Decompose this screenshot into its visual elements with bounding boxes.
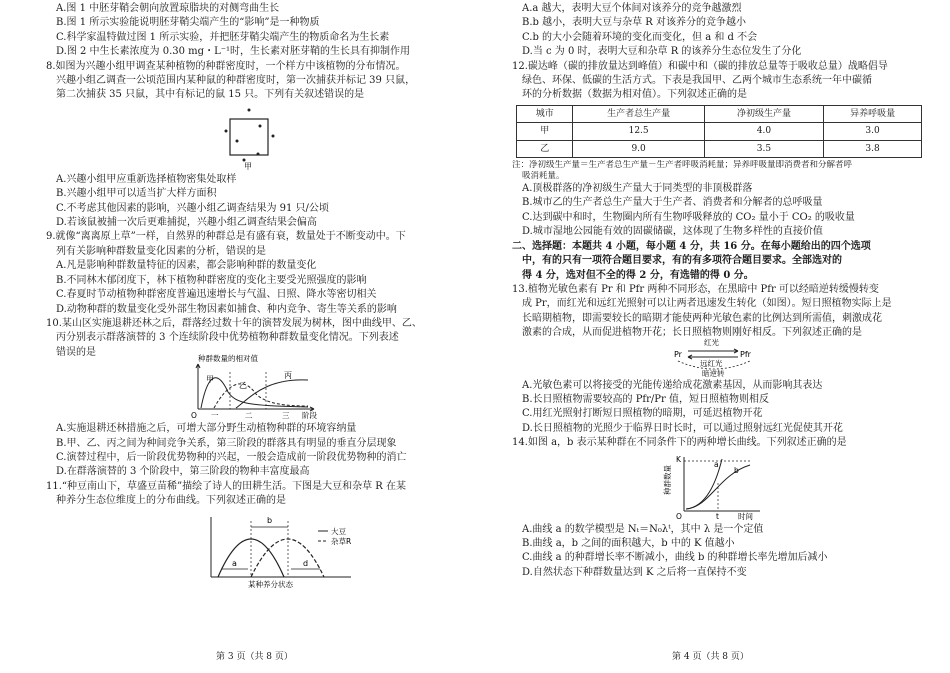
q10-curve-yi: 乙: [239, 381, 247, 391]
q11-legend-soybean: 大豆: [331, 526, 346, 536]
q10-stem: 错误的是: [56, 346, 96, 358]
q11-option-b: B.b 越小，表明大豆与杂草 R 对该养分的竞争越小: [522, 17, 746, 29]
q9-stem: 9.就像“离离原上草”一样，自然界的种群总是有盛有衰，数量处于不断变动中。下: [46, 231, 406, 243]
question-12: [512, 60, 922, 240]
q11-option-a: A.a 越大，表明大豆个体间对该养分的竞争越激烈: [522, 3, 742, 14]
growth-curve-svg: [512, 453, 922, 521]
q13-option-c: C.用红光照射打断短日照植物的暗期，可延迟植物开花: [522, 408, 763, 420]
q13-far-red: 远红光: [700, 358, 723, 368]
q14-growth-curve-figure: [512, 453, 922, 521]
q10-stage-2: 二: [245, 411, 253, 421]
q10-stem: 10.某山区实施退耕还林之后，群落经过数十年的演替发展为树林，图中曲线甲、乙、: [46, 317, 422, 329]
q12-note: 注：净初级生产量＝生产者总生产量－生产者呼吸消耗量；异养呼吸量即消费者和分解者呼: [512, 160, 853, 171]
q11-legend-weed: 杂草R: [331, 536, 352, 546]
question-11: [46, 480, 454, 589]
q8-stem: 8.如图为兴趣小组甲调查某种植物的种群密度时，一个样方中该植物的分布情况。: [46, 60, 406, 72]
q13-stem: 激素的合成，从而促进植物开花；长日照植物则刚好相反。下列叙述正确的是: [522, 327, 862, 339]
q14-k-label: K: [676, 454, 681, 464]
q9-option-c: C.春夏时节动植物种群密度普遍迅速增长与气温、日照、降水等密切相关: [56, 289, 377, 301]
q11-stem: 11.“种豆南山下，草盛豆苗稀”描绘了诗人的田耕生活。下图是大豆和杂草 R 在某: [46, 480, 407, 492]
page-number-left: 第 3 页（共 8 页）: [216, 652, 293, 662]
q12-option-a: A.顶极群落的净初级生产量大于同类型的非顶极群落: [522, 183, 753, 195]
section-2-heading: [512, 240, 922, 283]
q7-option-d: D.图 2 中生长素浓度为 0.30 mg・L⁻¹时，生长素对胚芽鞘的生长具有抑制作用: [56, 46, 410, 58]
q14-xlabel: 时间: [738, 511, 753, 521]
q11-option-c: C.b 的大小会随着环境的变化而变化，但 a 和 d 不会: [522, 31, 758, 43]
q10-option-d: D.在群落演替的 3 个阶段中，第三阶段的物种丰富度最高: [56, 466, 310, 478]
q14-option-b: B.曲线 a，b 之间的面积越大，b 中的 K 值越小: [522, 537, 735, 549]
q8-quadrat-figure: [46, 105, 454, 171]
question-10: [46, 317, 454, 480]
q10-xlabel: 阶段: [302, 411, 317, 421]
q11-stem: 种养分生态位维度上的分布曲线。下列叙述正确的是: [56, 495, 286, 507]
q13-stem: 13.植物光敏色素有 Pr 和 Pfr 两种不同形态，在黑暗中 Pfr 可以经暗逆转缓慢转变: [512, 283, 879, 295]
section-2-instructions: 得 4 分，选对但不全的得 2 分，有选错的得 0 分。: [522, 269, 754, 281]
q10-stem: 丙分别表示群落演替的 3 个连续阶段中优势植物种群数量变化情况。下列表述: [56, 332, 399, 344]
q10-curve-jia: 甲: [206, 375, 214, 385]
table-row: [517, 123, 922, 140]
q10-stage-3: 三: [282, 411, 290, 421]
q10-origin: O: [191, 411, 197, 421]
question-8: [46, 60, 454, 231]
table-cell: 12.5: [573, 123, 704, 140]
q8-stem: 兴趣小组乙调查一公顷范围内某种鼠的种群密度时，第一次捕获并标记 39 只鼠，: [56, 75, 416, 87]
q12-option-c: C.达到碳中和时，生物圈内所有生物呼吸释放的 CO₂ 量小于 CO₂ 的吸收量: [522, 211, 855, 223]
q11-niche-figure: [46, 511, 454, 589]
q12-data-table: [516, 105, 922, 158]
q12-stem: 12.碳达峰（碳的排放量达到峰值）和碳中和（碳的排放总量等于吸收总量）战略倡导: [512, 60, 888, 72]
table-cell: 3.5: [704, 140, 823, 157]
q13-red-light: 红光: [704, 337, 719, 347]
q14-curve-a: a: [714, 459, 719, 469]
q13-pr: Pr: [674, 349, 682, 359]
q9-option-a: A.凡是影响种群数量特征的因素，都会影响种群的数量变化: [56, 260, 317, 272]
phytochrome-diagram-svg: [512, 337, 922, 377]
q12-option-b: B.城市乙的生产者总生产量大于生产者、消费者和分解者的总呼吸量: [522, 197, 823, 209]
q7-option-c: C.科学家温特做过图 1 所示实验，并把胚芽鞘尖端产生的物质命名为生长素: [56, 31, 390, 43]
q10-option-b: B.甲、乙、丙之间为种间竞争关系，第三阶段的群落具有明显的垂直分层现象: [56, 437, 397, 449]
q12-stem: 环的分析数据（数据为相对值）。下列叙述正确的是: [522, 89, 747, 101]
q11-options: [512, 2, 922, 60]
table-header: 生产者总生产量: [573, 105, 704, 122]
table-cell: 3.8: [824, 140, 922, 157]
q10-stage-1: 一: [211, 411, 219, 421]
q11-label-a: a: [232, 558, 237, 568]
q10-curve-bing: 丙: [284, 371, 292, 381]
quadrat-diagram: [46, 105, 454, 171]
niche-diagram-svg: [46, 511, 454, 589]
table-cell: 甲: [517, 123, 573, 140]
table-cell: 3.0: [824, 123, 922, 140]
q14-t: t: [716, 511, 719, 521]
q14-origin: O: [676, 511, 682, 521]
table-header: 异养呼吸量: [824, 105, 922, 122]
table-cell: 4.0: [704, 123, 823, 140]
q10-option-a: A.实施退耕还林措施之后，可增大部分野生动植物种群的环境容纳量: [56, 423, 357, 435]
q13-option-b: B.长日照植物需要较高的 Pfr/Pr 值，短日照植物则相反: [522, 393, 769, 405]
q8-stem: 第二次捕获 35 只鼠，其中有标记的鼠 15 只。下列有关叙述错误的是: [56, 89, 365, 101]
q14-stem: 14.如图 a，b 表示某种群在不同条件下的两种增长曲线。下列叙述正确的是: [512, 437, 847, 449]
section-2-title: 二、选择题：本题共 4 小题，每小题 4 分，共 16 分。在每小题给出的四个选项: [512, 240, 871, 252]
table-cell: 9.0: [573, 140, 704, 157]
section-2-instructions: 中，有的只有一项符合题目要求，有的有多项符合题目要求。全部选对的: [522, 255, 842, 267]
succession-chart-svg: [46, 352, 454, 420]
left-page: [46, 0, 454, 673]
q8-option-a: A.兴趣小组甲应重新选择植物密集处取样: [56, 173, 237, 185]
q13-phytochrome-figure: [512, 337, 922, 377]
q13-pfr: Pfr: [740, 349, 751, 359]
q9-option-b: B.不同林木郁闭度下，林下植物种群密度的变化主要受光照强度的影响: [56, 274, 367, 286]
q14-option-c: C.曲线 a 的种群增长率不断减小，曲线 b 的种群增长率先增加后减小: [522, 552, 828, 564]
q10-option-c: C.演替过程中，后一阶段优势物种的兴起，一般会造成前一阶段优势物种的消亡: [56, 451, 407, 463]
right-page: [512, 0, 922, 673]
q7-option-a: A.图 1 中胚芽鞘会朝向放置琼脂块的对侧弯曲生长: [56, 3, 280, 14]
table-header: 城市: [517, 105, 573, 122]
q7-option-b: B.图 1 所示实验能说明胚芽鞘尖端产生的“影响”是一种物质: [56, 17, 320, 29]
q9-option-d: D.动物种群的数量变化受外部生物因素如捕食、种内竞争、寄生等关系的影响: [56, 303, 397, 315]
q9-stem: 列有关影响种群数量变化因素的分析，错误的是: [56, 245, 266, 257]
q13-option-a: A.光敏色素可以将接受的光能传递给成花激素基因，从而影响其表达: [522, 379, 823, 391]
q14-option-a: A.曲线 a 的数学模型是 Nₜ＝N₀λᵗ，其中 λ 是一个定值: [522, 523, 764, 535]
q10-succession-chart: [46, 352, 454, 420]
table-header: 净初级生产量: [704, 105, 823, 122]
q14-option-d: D.自然状态下种群数量达到 K 之后将一直保持不变: [522, 566, 747, 578]
table-cell: 乙: [517, 140, 573, 157]
table-row: [517, 140, 922, 157]
q8-option-b: B.兴趣小组甲可以适当扩大样方面积: [56, 188, 217, 200]
q13-option-d: D.长日照植物的光照少于临界日时长时，可以通过照射远红光促使其开花: [522, 422, 843, 434]
q8-option-d: D.若该鼠被捕一次后更难捕捉，兴趣小组乙调查结果会偏高: [56, 217, 317, 229]
q8-figure-label: 甲: [244, 161, 252, 171]
q11-xlabel: 某种养分状态: [248, 579, 293, 589]
q11-label-d: d: [303, 558, 309, 568]
q13-stem: 成 Pr，而红光和远红光照射可以让两者迅速发生转化（如图）。短日照植物实际上是: [522, 298, 892, 310]
question-13: [512, 283, 922, 436]
page-number-right: 第 4 页（共 8 页）: [672, 652, 749, 662]
q12-note: 吸消耗量。: [522, 171, 565, 182]
q10-ylabel: 种群数量的相对值: [198, 354, 258, 364]
q13-dark-reversion: 暗逆转: [702, 368, 725, 377]
q13-stem: 长暗期植物，即需要较长的暗期才能使两种光敏色素的比例达到所需值，刺激成花: [522, 312, 882, 324]
q12-stem: 绿色、环保、低碳的生活方式。下表是我国甲、乙两个城市生态系统一年中碳循: [522, 75, 872, 87]
question-14: [512, 436, 922, 580]
q14-curve-b: b: [734, 465, 739, 475]
q8-option-c: C.不考虑其他因素的影响，兴趣小组乙调查结果为 91 只/公顷: [56, 202, 329, 214]
q11-option-d: D.当 c 为 0 时，表明大豆和杂草 R 的该养分生态位发生了分化: [522, 46, 802, 58]
question-9: [46, 230, 454, 316]
q12-option-d: D.城市湿地公园能有效的固碳储碳，这体现了生物多样性的直接价值: [522, 226, 823, 238]
q14-ylabel: 种群数量: [663, 464, 672, 495]
q11-label-b: b: [267, 515, 273, 525]
q7-options: [46, 2, 454, 60]
table-header-row: [517, 105, 922, 122]
